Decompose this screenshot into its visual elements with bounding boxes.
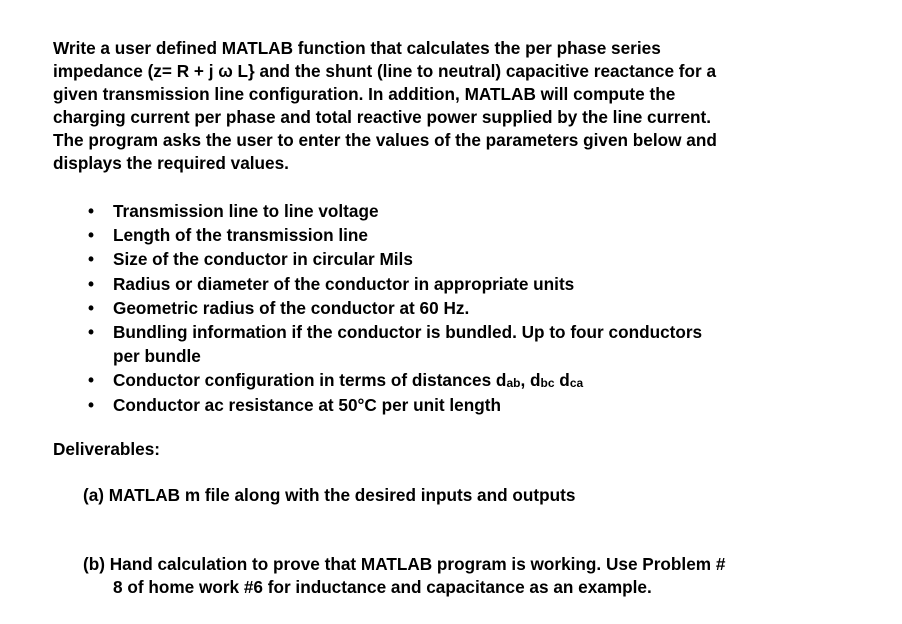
list-item-text: Conductor ac resistance at 50°C per unit length — [113, 394, 501, 415]
bullet-icon: • — [88, 297, 95, 318]
list-item-text: Bundling information if the conductor is bundled. Up to four conductors — [113, 322, 703, 343]
list-item-text — [113, 368, 843, 392]
deliverable-a: (a) MATLAB m file along with the desired inputs and outputs — [83, 485, 576, 505]
subscript-ab: ab — [506, 376, 521, 391]
list-item — [83, 296, 843, 320]
intro-line: Write a user defined MATLAB function that calculates the per phase series — [53, 38, 661, 58]
parameter-list — [83, 199, 843, 417]
intro-line: given transmission line configuration. In addition, MATLAB will compute the — [53, 84, 676, 104]
intro-line: impedance (z= R + j ω L} and the shunt (line to neutral) capacitive reactance for a — [53, 61, 717, 81]
distance-label: Conductor configuration in terms of distances d — [113, 370, 507, 391]
bullet-icon: • — [88, 273, 95, 294]
bullet-icon: • — [88, 249, 95, 270]
list-item — [83, 199, 843, 223]
subscript-bc: bc — [540, 376, 555, 391]
list-item-text: Length of the transmission line — [113, 225, 368, 246]
list-item — [83, 272, 843, 296]
bullet-icon: • — [88, 394, 95, 415]
intro-line: displays the required values. — [53, 153, 289, 173]
subscript-ca: ca — [569, 376, 584, 391]
bullet-icon: • — [88, 201, 95, 221]
deliverable-b — [83, 553, 725, 599]
intro-line: charging current per phase and total reactive power supplied by the line current. — [53, 107, 712, 127]
intro-line: The program asks the user to enter the values of the parameters given below and — [53, 130, 717, 150]
deliverables-heading: Deliverables: — [53, 439, 161, 459]
list-item — [83, 368, 843, 392]
list-item-text: Geometric radius of the conductor at 60 Hz. — [113, 297, 470, 318]
list-item-text: Size of the conductor in circular Mils — [113, 249, 413, 270]
bullet-icon: • — [88, 225, 95, 246]
separator: d — [554, 370, 570, 391]
list-item-text: Transmission line to line voltage — [113, 201, 379, 221]
deliverable-b-line: 8 of home work #6 for inductance and capacitance as an example. — [113, 577, 652, 597]
list-item — [83, 320, 843, 368]
bullet-icon: • — [88, 370, 95, 391]
list-item-text-continued: per bundle — [113, 346, 201, 367]
list-item-text: Radius or diameter of the conductor in appropriate units — [113, 273, 575, 294]
list-item — [83, 223, 843, 247]
separator: , d — [520, 370, 541, 391]
deliverable-b-line: (b) Hand calculation to prove that MATLAB program is working. Use Problem # — [83, 554, 726, 574]
problem-statement — [53, 37, 843, 175]
list-item — [83, 247, 843, 271]
list-item — [83, 393, 843, 417]
bullet-icon: • — [88, 322, 95, 343]
